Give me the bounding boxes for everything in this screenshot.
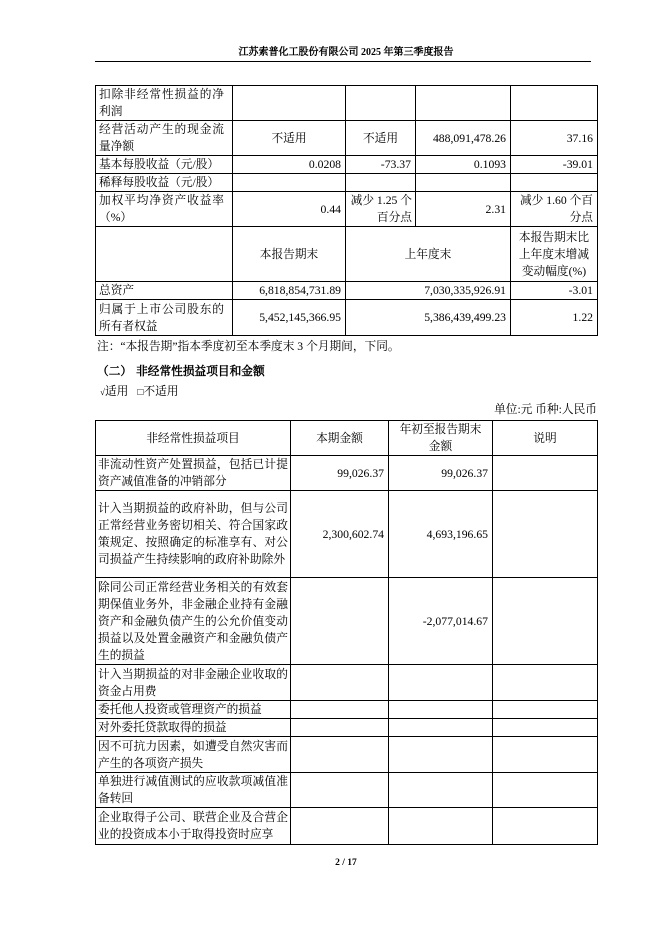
empty-cell <box>389 701 493 719</box>
table-row <box>96 737 598 773</box>
section-title: 非经常性损益项目和金额 <box>136 365 265 378</box>
table-cell-value: 99,026.37 <box>389 456 493 491</box>
empty-cell <box>493 719 598 737</box>
table-cell-value: 37.16 <box>511 121 598 156</box>
table-cell-value: 2,300,602.74 <box>291 491 389 578</box>
table-cell-value: -73.37 <box>346 156 416 174</box>
row-label: 计入当期损益的对非金融企业收取的资金占用费 <box>96 665 291 701</box>
empty-cell <box>389 773 493 808</box>
table-row <box>96 86 598 121</box>
empty-cell <box>291 701 389 719</box>
empty-cell <box>291 665 389 701</box>
table-cell-value: 不适用 <box>346 121 416 156</box>
table-row <box>96 719 598 737</box>
table-row <box>96 491 598 578</box>
table-header-row <box>96 421 598 456</box>
table-cell-value: 99,026.37 <box>291 456 389 491</box>
table-row <box>96 121 598 156</box>
row-label: 对外委托贷款取得的损益 <box>96 719 291 737</box>
table-cell-value: 5,386,439,499.23 <box>346 300 511 336</box>
empty-cell <box>389 808 493 845</box>
table-row <box>96 174 598 192</box>
row-label: 加权平均净资产收益率（%） <box>96 192 233 227</box>
table-cell-value: -3.01 <box>511 282 598 300</box>
row-label: 计入当期损益的政府补助，但与公司正常经营业务密切相关、符合国家政策规定、按照确定的标准享有、对公司损益产生持续影响的政府补助除外 <box>96 491 291 578</box>
table-row <box>96 701 598 719</box>
table-row <box>96 578 598 665</box>
empty-cell <box>493 665 598 701</box>
row-label: 基本每股收益（元/股） <box>96 156 233 174</box>
table-row <box>96 773 598 808</box>
empty-cell <box>493 578 598 665</box>
table-row <box>96 808 598 845</box>
header-divider <box>95 61 591 62</box>
table-cell-value: 5,452,145,366.95 <box>233 300 346 336</box>
table-cell-value: 减少 1.25 个百分点 <box>346 192 416 227</box>
table-cell-value: 0.1093 <box>416 156 511 174</box>
table-cell-value: -39.01 <box>511 156 598 174</box>
empty-cell <box>511 174 598 192</box>
row-label: 除同公司正常经营业务相关的有效套期保值业务外，非金融企业持有金融资产和金融负债产生的公允价值变动损益以及处置金融资产和金融负债产生的损益 <box>96 578 291 665</box>
empty-cell <box>346 86 416 121</box>
non-recurring-items-table <box>95 420 598 845</box>
row-label: 总资产 <box>96 282 233 300</box>
empty-cell <box>291 578 389 665</box>
column-header-item: 非经常性损益项目 <box>96 421 291 456</box>
unchecked-box-icon: □ <box>137 387 144 398</box>
table-row <box>96 456 598 491</box>
column-header-current-period: 本期金额 <box>291 421 389 456</box>
applicability-options <box>100 383 178 401</box>
section-heading <box>97 363 265 380</box>
table-row <box>96 156 598 174</box>
empty-cell <box>389 719 493 737</box>
empty-cell <box>416 174 511 192</box>
table-cell-value: 1.22 <box>511 300 598 336</box>
empty-cell <box>291 719 389 737</box>
empty-cell <box>493 737 598 773</box>
table-row <box>96 192 598 227</box>
row-label: 因不可抗力因素，如遭受自然灾害而产生的各项资产损失 <box>96 737 291 773</box>
column-header-remarks: 说明 <box>493 421 598 456</box>
row-label: 经营活动产生的现金流量净额 <box>96 121 233 156</box>
table-cell-value: 不适用 <box>233 121 346 156</box>
page-number: 2 / 17 <box>335 858 357 868</box>
empty-cell <box>291 773 389 808</box>
row-label: 归属于上市公司股东的所有者权益 <box>96 300 233 336</box>
table-cell-value: -2,077,014.67 <box>389 578 493 665</box>
row-label: 扣除非经常性损益的净利润 <box>96 86 233 121</box>
empty-cell <box>233 174 346 192</box>
empty-cell <box>96 227 233 282</box>
checked-mark-icon: √ <box>100 387 105 397</box>
table-row <box>96 300 598 336</box>
row-label: 非流动性资产处置损益，包括已计提资产减值准备的冲销部分 <box>96 456 291 491</box>
table-cell-value: 6,818,854,731.89 <box>233 282 346 300</box>
table-cell-value: 减少 1.60 个百分点 <box>511 192 598 227</box>
empty-cell <box>389 737 493 773</box>
empty-cell <box>416 86 511 121</box>
empty-cell <box>389 665 493 701</box>
unit-currency-note: 单位:元 币种:人民币 <box>494 403 597 416</box>
table-cell-value: 488,091,478.26 <box>416 121 511 156</box>
table-cell-value: 2.31 <box>416 192 511 227</box>
empty-cell <box>493 808 598 845</box>
option-applicable-label: 适用 <box>104 385 129 398</box>
row-label: 单独进行减值测试的应收款项减值准备转回 <box>96 773 291 808</box>
option-not-applicable-label: 不适用 <box>143 385 179 398</box>
table-cell-value: 4,693,196.65 <box>389 491 493 578</box>
footnote: 注：“本报告期”指本季度初至本季度末 3 个月期间，下同。 <box>97 340 400 353</box>
column-header-ytd: 年初至报告期末金额 <box>389 421 493 456</box>
row-label: 稀释每股收益（元/股） <box>96 174 233 192</box>
empty-cell <box>291 808 389 845</box>
row-label: 企业取得子公司、联营企业及合营企业的投资成本小于取得投资时应享 <box>96 808 291 845</box>
key-financial-indicators-table <box>95 85 598 336</box>
column-header-change-pct: 本报告期末比上年度末增减变动幅度(%) <box>511 227 598 282</box>
empty-cell <box>346 174 416 192</box>
empty-cell <box>233 86 346 121</box>
empty-cell <box>493 701 598 719</box>
column-header-prior-year-end: 上年度末 <box>346 227 511 282</box>
empty-cell <box>291 737 389 773</box>
column-header-current-period-end: 本报告期末 <box>233 227 346 282</box>
table-row <box>96 282 598 300</box>
empty-cell <box>493 773 598 808</box>
section-number: （二） <box>97 365 133 378</box>
report-header-title: 江苏索普化工股份有限公司 2025 年第三季度报告 <box>238 47 454 58</box>
table-cell-value: 0.44 <box>233 192 346 227</box>
table-cell-value: 0.0208 <box>233 156 346 174</box>
empty-cell <box>511 86 598 121</box>
empty-cell <box>493 456 598 491</box>
table-row <box>96 665 598 701</box>
table-cell-value: 7,030,335,926.91 <box>346 282 511 300</box>
empty-cell <box>493 491 598 578</box>
table-subheader-row <box>96 227 598 282</box>
row-label: 委托他人投资或管理资产的损益 <box>96 701 291 719</box>
